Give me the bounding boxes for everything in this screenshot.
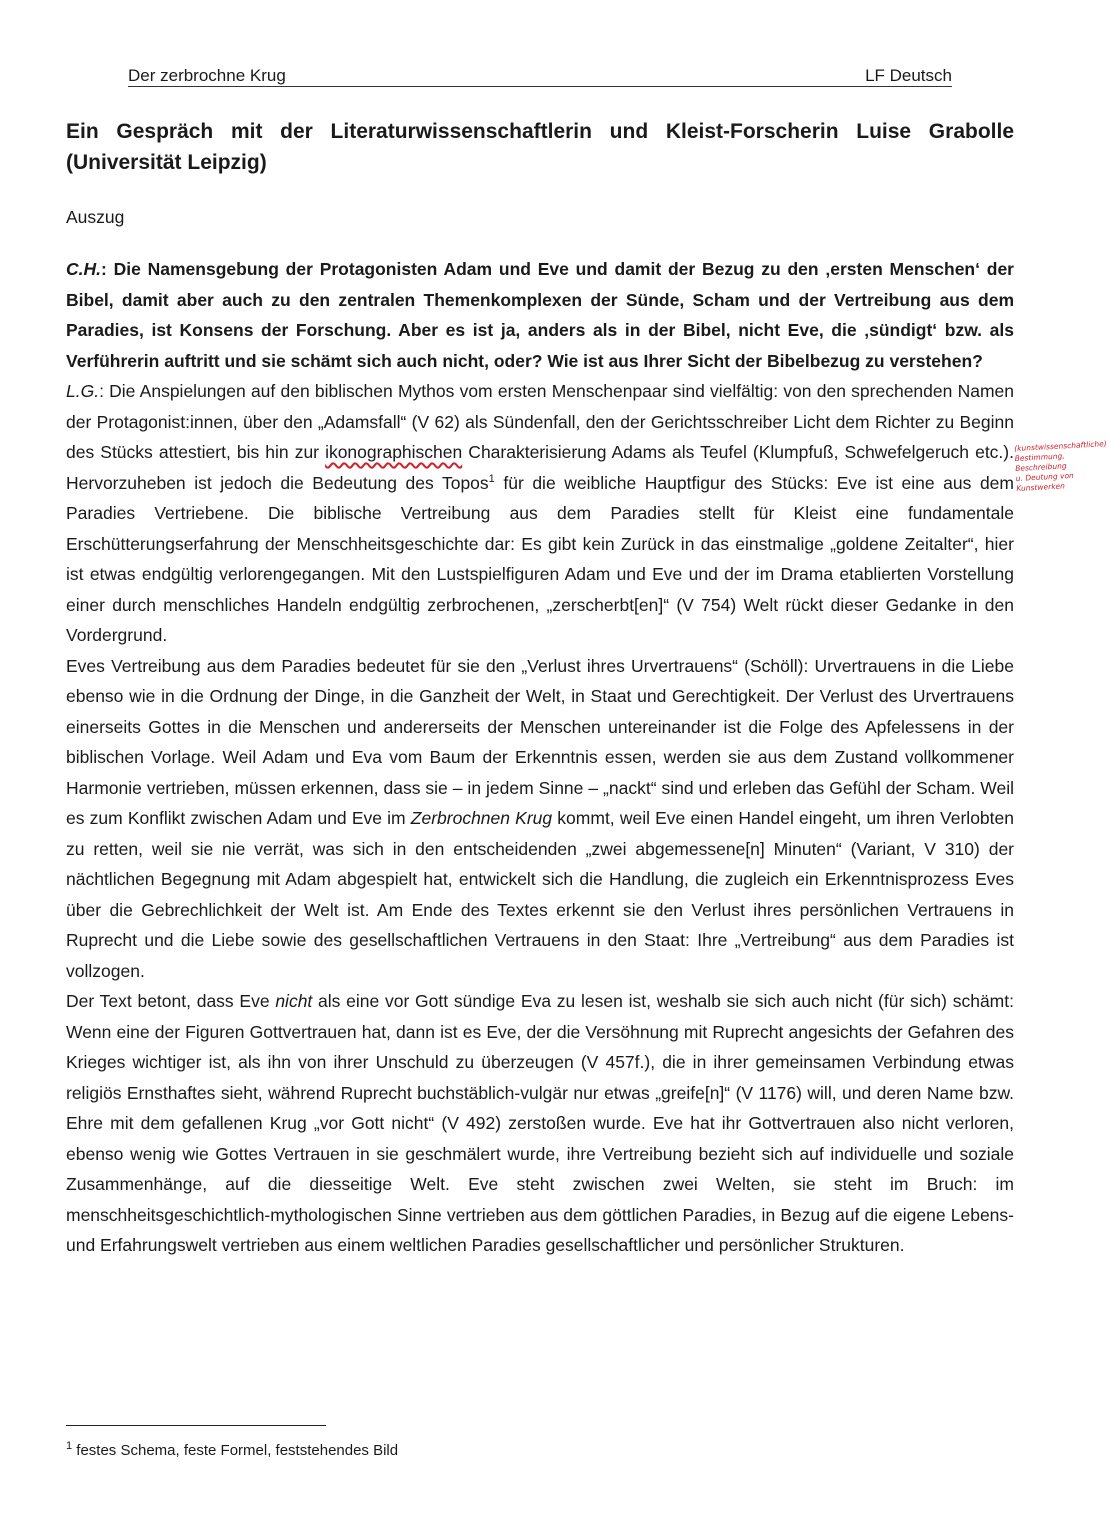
underlined-term: ikonographischen xyxy=(325,442,463,462)
document-subtitle: Auszug xyxy=(66,207,125,227)
interview-question xyxy=(66,254,1014,376)
footnote-reference: 1 xyxy=(488,472,495,485)
page-header xyxy=(128,66,952,87)
footnote-text: festes Schema, feste Formel, feststehendes Bild xyxy=(72,1442,399,1459)
work-title: Zerbrochnen Krug xyxy=(410,808,553,828)
header-course-title: Der zerbrochne Krug xyxy=(128,66,286,85)
emphasis: nicht xyxy=(275,991,313,1011)
footnote xyxy=(66,1440,398,1462)
answer-paragraph-3: Der Text betont, dass Eve nicht als eine vor Gott sündige Eva zu lesen ist, weshalb sie sich auch nicht (für sich) schämt: Wenn eine der Figuren Gottvertrauen hat, dann ist es Eve, der die Versöhnung mit Ruprecht angesichts der Gefahren des Krieges wichtiger ist, als ihn von ihrer Unschuld zu überzeugen (V 457f.), die in ihrer gemeinsamen Verbindung etwas religiös Ernsthaftes sieht, während Ruprecht buchstäblich-vulgär nur etwas „greife[n]“ (V 1176) will, und deren Name bzw. Ehre mit dem gefallenen Krug „vor Gott nicht“ (V 492) zerstoßen wurde. Eve hat ihr Gottvertrauen also nicht verloren, ebenso wenig wie Gottes Vertrauen in sie geschmälert wurde, ihre Vertreibung bezieht sich auf individuelle und soziale Zusammenhänge, auf die diesseitige Welt. Eve steht zwischen zwei Welten, sie steht im Bruch: im menschheitsgeschichtlich-mythologischen Sinne vertrieben aus dem göttlichen Paradies, in Bezug auf die eigene Lebens- und Erfahrungswelt vertrieben aus einem weltlichen Paradies gesellschaftlicher und persönlicher Strukturen. xyxy=(66,991,1014,1255)
footnote-marker: 1 xyxy=(66,1440,73,1452)
footnote-divider xyxy=(66,1425,326,1426)
answer-paragraph-2: Eves Vertreibung aus dem Paradies bedeutet für sie den „Verlust ihres Urvertrauens“ (Schöll): Urvertrauens in die Liebe ebenso wie in die Ordnung der Dinge, in die Ganzheit der Welt, in Staat und Gerechtigkeit. Der Verlust des Urvertrauens einerseits Gottes in die Menschen und andererseits der Menschen untereinander ist die Folge des Apfelessens in der biblischen Vorlage. Weil Adam und Eva vom Baum der Erkenntnis essen, werden sie aus dem Zustand vollkommener Harmonie vertrieben, müssen erkennen, dass sie – in jedem Sinne – „nackt“ sind und erleben das Gefühl der Scham. Weil es zum Konflikt zwischen Adam und Eve im Zerbrochnen Krug kommt, weil Eve einen Handel eingeht, um ihren Verlobten zu retten, weil sie nie verrät, was sich in den entscheidenden „zwei abgemessene[n] Minuten“ (Variant, V 310) der nächtlichen Begegnung mit Adam abgespielt hat, entwickelt sich die Handlung, die zugleich ein Erkenntnisprozess Eves über die Gebrechlichkeit der Welt ist. Am Ende des Textes erkennt sie den Verlust ihres persönlichen Vertrauens in Ruprecht und die Liebe sowie des gesellschaftlichen Vertrauens in den Staat: Ihre „Vertreibung“ aus dem Paradies ist vollzogen. xyxy=(66,655,1014,981)
question-text: : Die Namensgebung der Protagonisten Adam und Eve und damit der Bezug zu den ‚ersten Menschen‘ der Bibel, damit aber auch zu den zentralen Themenkomplexen der Sünde, Scham und der Vertreibung aus dem Paradies, ist Konsens der Forschung. Aber es ist ja, anders als in der Bibel, nicht Eve, die ‚sündigt‘ bzw. als Verführerin auftritt und sie schämt sich auch nicht, oder? Wie ist aus Ihrer Sicht der Bibelbezug zu verstehen? xyxy=(66,259,1014,371)
interview-body xyxy=(66,254,1014,1261)
header-subject: LF Deutsch xyxy=(865,66,952,85)
handwritten-margin-note: (kunstwissenschaftliche) Bestimmung, Beschreibung u. Deutung von Kunstwerken xyxy=(1014,439,1107,493)
question-speaker: C.H. xyxy=(66,259,101,279)
answer-paragraph-1: L.G.: Die Anspielungen auf den biblischen Mythos vom ersten Menschenpaar sind vielfältig: von den sprechenden Namen der Protagonist:innen, über den „Adamsfall“ (V 62) als Sündenfall, den der Gerichtsschreiber Licht dem Richter zu Beginn des Stücks attestiert, bis hin zur ikonographischen Charakterisierung Adams als Teufel (Klumpfuß, Schwefelgeruch etc.). Hervorzuheben ist jedoch die Bedeutung des Topos$^1$ für die weibliche Hauptfigur des Stücks: Eve ist eine aus dem Paradies Vertriebene. Die biblische Vertreibung aus dem Paradies stellt für Kleist eine fundamentale Erschütterungserfahrung der Menschheitsgeschichte dar: Es gibt kein Zurück in das einstmalige „goldene Zeitalter“, hier ist etwas endgültig verlorengegangen. Mit den Lustspielfiguren Adam und Eve und der im Drama etablierten Vorstellung einer durch menschliches Handeln endgültig zerbrochenen, „zerscherbt[en]“ (V 754) Welt rückt dieser Gedanke in den Vordergrund. xyxy=(66,381,1014,645)
answer-speaker: L.G. xyxy=(66,381,100,401)
document-title: Ein Gespräch mit der Literaturwissenschaftlerin und Kleist-Forscherin Luise Grabolle (Universität Leipzig) xyxy=(66,120,1014,174)
